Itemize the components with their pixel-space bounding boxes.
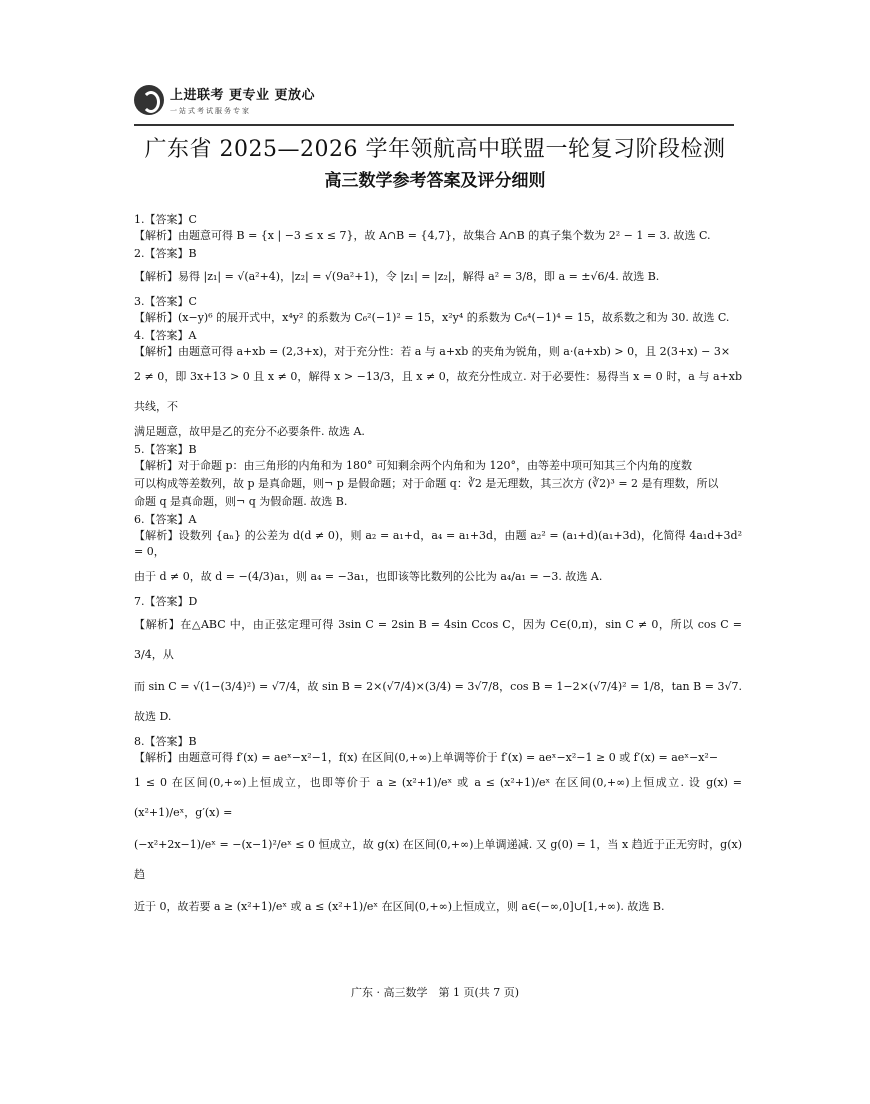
explanation-line: 【解析】在△ABC 中，由正弦定理可得 3sin C = 2sin B = 4sin Ccos C，因为 C∈(0,π)，sin C ≠ 0，所以 cos C = 3/4，从 <box>134 618 742 661</box>
header-divider <box>134 124 734 126</box>
answer-list <box>134 212 742 924</box>
answer-line: 6.【答案】A <box>134 513 197 526</box>
brand-logo-icon <box>134 85 164 115</box>
document-title: 广东省 2025—2026 学年领航高中联盟一轮复习阶段检测 <box>144 137 726 162</box>
explanation-line: 【解析】对于命题 p：由三角形的内角和为 180° 可知剩余两个内角和为 120°，由等差中项可知其三个内角的度数 <box>134 459 693 472</box>
explanation-line: 近于 0，故若要 a ≥ (x²+1)/eˣ 或 a ≤ (x²+1)/eˣ 在区间(0,+∞)上恒成立，则 a∈(−∞,0]∪[1,+∞). 故选 B. <box>134 900 665 913</box>
explanation-line: 【解析】由题意可得 a+xb = (2,3+x)，对于充分性：若 a 与 a+xb 的夹角为锐角，则 a·(a+xb) > 0，且 2(3+x) − 3× <box>134 345 731 358</box>
answer-line: 5.【答案】B <box>134 443 197 456</box>
logo-subtitle: 一站式考试服务专家 <box>170 107 251 115</box>
explanation-line: 【解析】设数列 {aₙ} 的公差为 d(d ≠ 0)，则 a₂ = a₁+d，a₄ = a₁+3d，由题 a₂² = (a₁+d)(a₁+3d)，化简得 4a₁d+3d² = 0， <box>134 529 742 558</box>
page-footer: 广东 · 高三数学 第 1 页(共 7 页) <box>350 986 520 999</box>
explanation-line: 命题 q 是真命题，则¬ q 为假命题. 故选 B. <box>134 495 348 508</box>
explanation-line: 【解析】易得 |z₁| = √(a²+4)，|z₂| = √(9a²+1)，令 |z₁| = |z₂|，解得 a² = 3/8，即 a = ±√6/4. 故选 B. <box>134 270 660 283</box>
answer-line: 1.【答案】C <box>134 213 197 226</box>
question-8 <box>134 734 742 922</box>
answer-line: 3.【答案】C <box>134 295 197 308</box>
question-3 <box>134 294 742 326</box>
answer-line: 2.【答案】B <box>134 247 197 260</box>
explanation-line: 2 ≠ 0，即 3x+13 > 0 且 x ≠ 0，解得 x > −13/3，且 x ≠ 0，故充分性成立. 对于必要性：易得当 x = 0 时，a 与 a+xb 共线，不 <box>134 370 742 413</box>
explanation-line: 由于 d ≠ 0，故 d = −(4/3)a₁，则 a₄ = −3a₁，也即该等比数列的公比为 a₄/a₁ = −3. 故选 A. <box>134 570 603 583</box>
brand-logo <box>134 82 315 118</box>
answer-line: 8.【答案】B <box>134 735 197 748</box>
question-1 <box>134 212 742 244</box>
explanation-line: 【解析】(x−y)⁶ 的展开式中，x⁴y² 的系数为 C₆²(−1)² = 15，x²y⁴ 的系数为 C₆⁴(−1)⁴ = 15，故系数之和为 30. 故选 C. <box>134 311 730 324</box>
answer-line: 4.【答案】A <box>134 329 197 342</box>
question-5 <box>134 442 742 510</box>
question-2 <box>134 246 742 292</box>
document-subtitle: 高三数学参考答案及评分细则 <box>324 171 546 191</box>
question-4 <box>134 328 742 440</box>
explanation-line: 而 sin C = √(1−(3/4)²) = √7/4，故 sin B = 2×(√7/4)×(3/4) = 3√7/8，cos B = 1−2×(√7/4)² = 1/8，tan B = 3√7. 故选 D. <box>134 680 742 723</box>
explanation-line: 【解析】由题意可得 f′(x) = aeˣ−x²−1，f(x) 在区间(0,+∞)上单调等价于 f′(x) = aeˣ−x²−1 ≥ 0 或 f′(x) = aeˣ−x²− <box>134 751 719 764</box>
logo-slogan: 上进联考 更专业 更放心 <box>170 88 316 103</box>
answer-line: 7.【答案】D <box>134 595 198 608</box>
explanation-line: 满足题意，故甲是乙的充分不必要条件. 故选 A. <box>134 425 365 438</box>
explanation-line: 【解析】由题意可得 B = {x | −3 ≤ x ≤ 7}，故 A∩B = {4,7}，故集合 A∩B 的真子集个数为 2² − 1 = 3. 故选 C. <box>134 229 711 242</box>
explanation-line: 可以构成等差数列，故 p 是真命题，则¬ p 是假命题；对于命题 q：∛2 是无理数，其三次方 (∛2)³ = 2 是有理数，所以 <box>134 477 719 490</box>
question-7 <box>134 594 742 732</box>
question-6 <box>134 512 742 592</box>
explanation-line: (−x²+2x−1)/eˣ = −(x−1)²/eˣ ≤ 0 恒成立，故 g(x) 在区间(0,+∞)上单调递减. 又 g(0) = 1，当 x 趋近于正无穷时，g(x) 趋 <box>134 838 742 881</box>
explanation-line: 1 ≤ 0 在区间(0,+∞)上恒成立，也即等价于 a ≥ (x²+1)/eˣ 或 a ≤ (x²+1)/eˣ 在区间(0,+∞)上恒成立. 设 g(x) = (x²+1)/eˣ，g′(x) = <box>134 776 742 819</box>
